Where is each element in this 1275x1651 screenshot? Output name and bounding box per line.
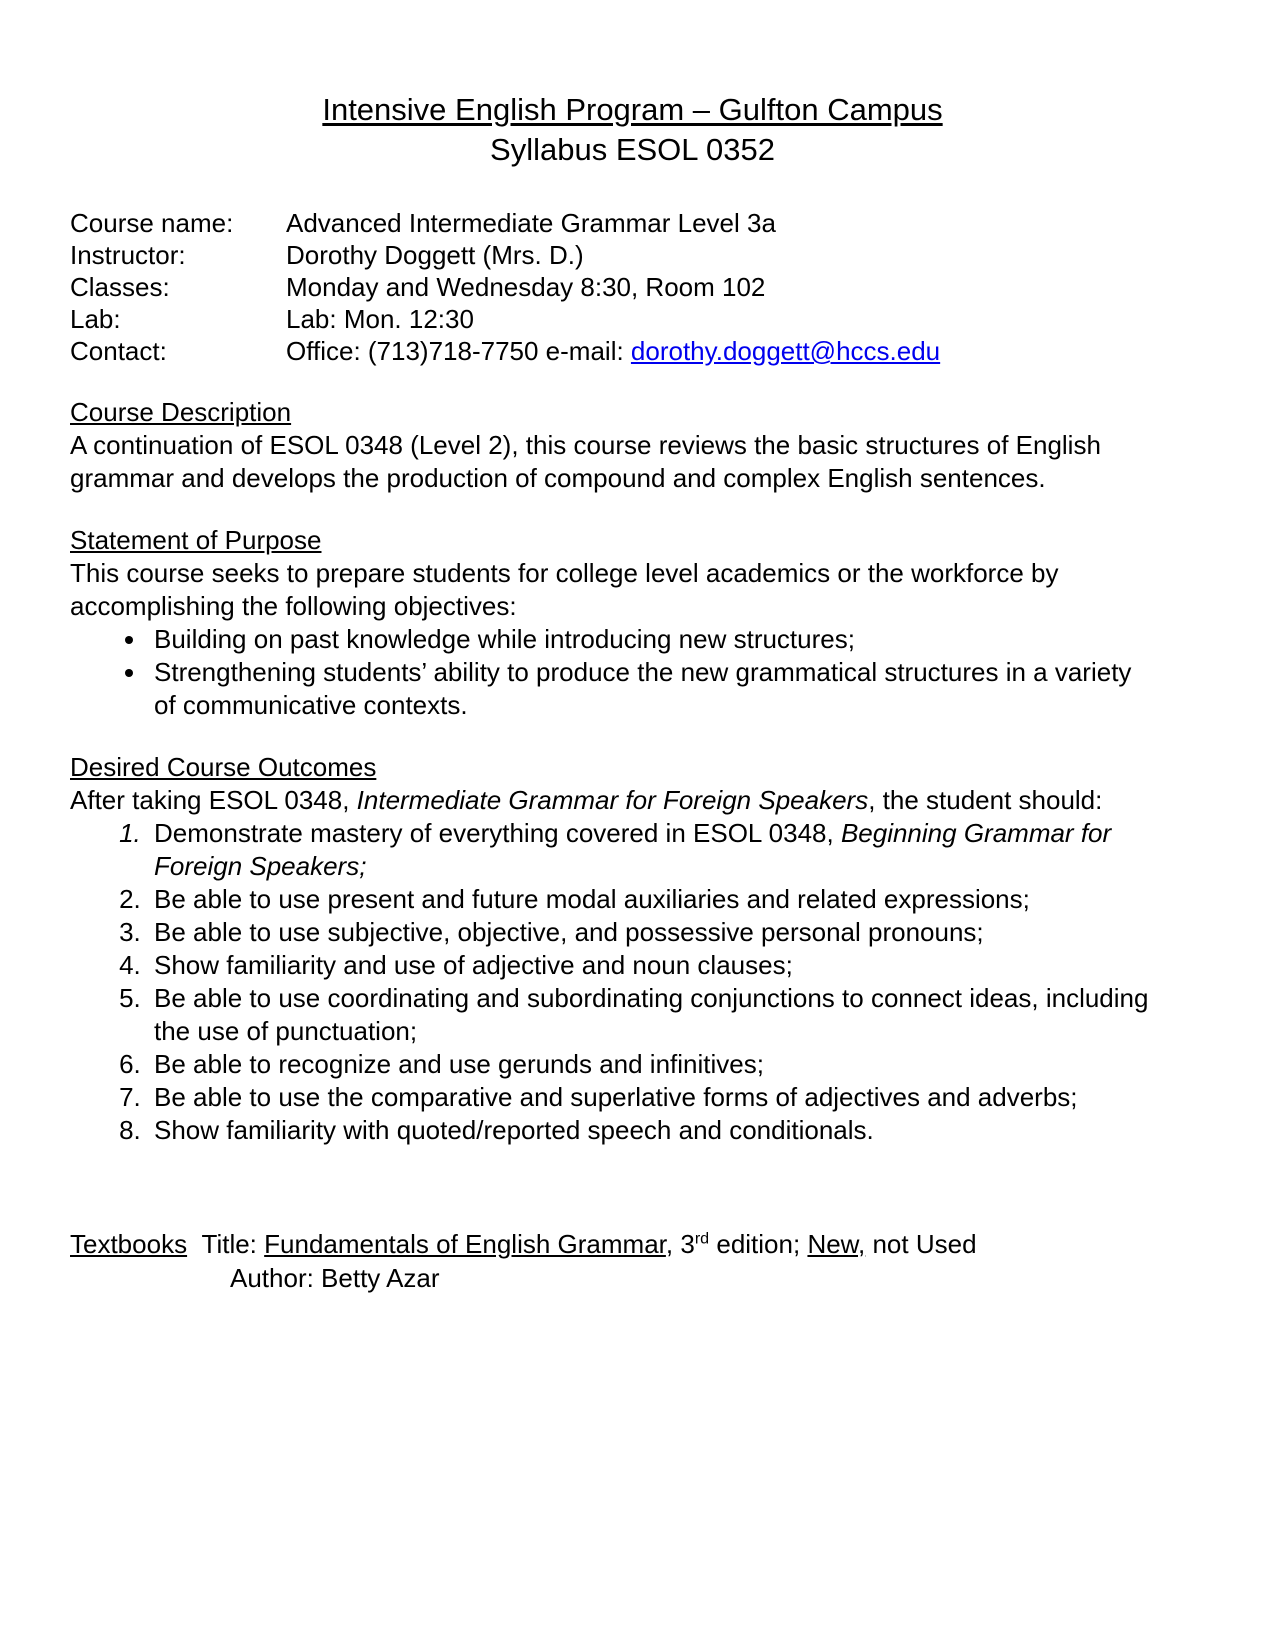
- list-item: • Building on past knowledge while introducing new structures;: [148, 623, 1144, 656]
- list-item: 6. Be able to recognize and use gerunds and infinitives;: [148, 1048, 1154, 1081]
- desired-course-outcomes-list: [70, 817, 1195, 1147]
- statement-of-purpose-heading-wrap: [70, 524, 1195, 557]
- contact-value: [286, 335, 940, 367]
- classes-value: Monday and Wednesday 8:30, Room 102: [286, 272, 766, 302]
- textbook-condition-after: not Used: [865, 1229, 977, 1259]
- page-title-line-2: Syllabus ESOL 0352: [490, 132, 775, 167]
- list-item: 2. Be able to use present and future modal auxiliaries and related expressions;: [148, 883, 1154, 916]
- textbooks-title-label: Title:: [201, 1229, 257, 1259]
- course-description-body: A continuation of ESOL 0348 (Level 2), this course reviews the basic structures of English grammar and develops the production of compound and complex English sentences.: [70, 430, 1101, 493]
- page-title-line-1: Intensive English Program – Gulfton Campus: [322, 92, 943, 127]
- course-name-value: Advanced Intermediate Grammar Level 3a: [286, 208, 776, 238]
- outcomes-intro-part-1: After taking ESOL 0348,: [70, 785, 357, 815]
- desired-course-outcomes-intro: [70, 784, 1135, 817]
- outcome-text-plain: Demonstrate mastery of everything covered in ESOL 0348,: [154, 818, 841, 848]
- list-item: 5. Be able to use coordinating and subordinating conjunctions to connect ideas, including the use of punctuation;: [148, 982, 1154, 1048]
- list-item: 8. Show familiarity with quoted/reported speech and conditionals.: [148, 1114, 1154, 1147]
- textbook-edition-suffix: edition;: [709, 1229, 808, 1259]
- statement-of-purpose-section: [70, 524, 1195, 722]
- outcomes-intro-italic-title: Intermediate Grammar for Foreign Speakers: [356, 785, 869, 815]
- textbook-author-line: Author: Betty Azar: [230, 1263, 440, 1293]
- instructor-email-link[interactable]: dorothy.doggett@hccs.edu: [630, 336, 941, 366]
- textbooks-section: [70, 1227, 1195, 1295]
- statement-of-purpose-bullet-list: [70, 623, 1195, 722]
- course-description-heading-wrap: [70, 396, 1195, 429]
- table-row: [70, 207, 940, 239]
- course-description-section: [70, 396, 1195, 495]
- table-row: [70, 271, 940, 303]
- textbooks-title-line: [70, 1227, 1195, 1261]
- textbook-condition-new: New,: [807, 1229, 866, 1259]
- desired-course-outcomes-heading: Desired Course Outcomes: [70, 752, 377, 782]
- instructor-value: Dorothy Doggett (Mrs. D.): [286, 240, 584, 270]
- instructor-label: Instructor:: [70, 240, 186, 270]
- list-item: 3. Be able to use subjective, objective, and possessive personal pronouns;: [148, 916, 1154, 949]
- statement-of-purpose-heading: Statement of Purpose: [70, 525, 322, 555]
- table-row: [70, 303, 940, 335]
- textbooks-heading: Textbooks: [70, 1229, 188, 1259]
- list-item: 7. Be able to use the comparative and superlative forms of adjectives and adverbs;: [148, 1081, 1154, 1114]
- outcome-text-italic: Beginning Grammar for Foreign Speakers;: [154, 818, 1112, 881]
- statement-of-purpose-intro: This course seeks to prepare students for college level academics or the workforce by accomplishing the following objectives:: [70, 558, 1059, 621]
- table-row: [70, 335, 940, 367]
- list-item: 4. Show familiarity and use of adjective and noun clauses;: [148, 949, 1154, 982]
- office-phone-text: Office: (713)718-7750 e-mail:: [286, 336, 631, 366]
- list-item: • Strengthening students’ ability to produce the new grammatical structures in a variety of communicative contexts.: [148, 656, 1144, 722]
- lab-label: Lab:: [70, 304, 121, 334]
- list-item: [148, 817, 1154, 883]
- table-row: [70, 239, 940, 271]
- classes-label: Classes:: [70, 272, 170, 302]
- textbook-title-value: Fundamentals of English Grammar: [264, 1229, 666, 1259]
- textbook-edition-ordinal-suffix: rd: [694, 1229, 710, 1248]
- contact-label: Contact:: [70, 336, 167, 366]
- course-name-label: Course name:: [70, 208, 234, 238]
- desired-course-outcomes-heading-wrap: [70, 751, 1195, 784]
- outcomes-intro-part-2: , the student should:: [868, 785, 1103, 815]
- course-info-table: [70, 207, 940, 367]
- course-description-heading: Course Description: [70, 397, 292, 427]
- textbook-edition-prefix: , 3: [665, 1229, 695, 1259]
- desired-course-outcomes-section: [70, 751, 1195, 1147]
- lab-value: Lab: Mon. 12:30: [286, 304, 474, 334]
- document-title-block: [70, 90, 1195, 170]
